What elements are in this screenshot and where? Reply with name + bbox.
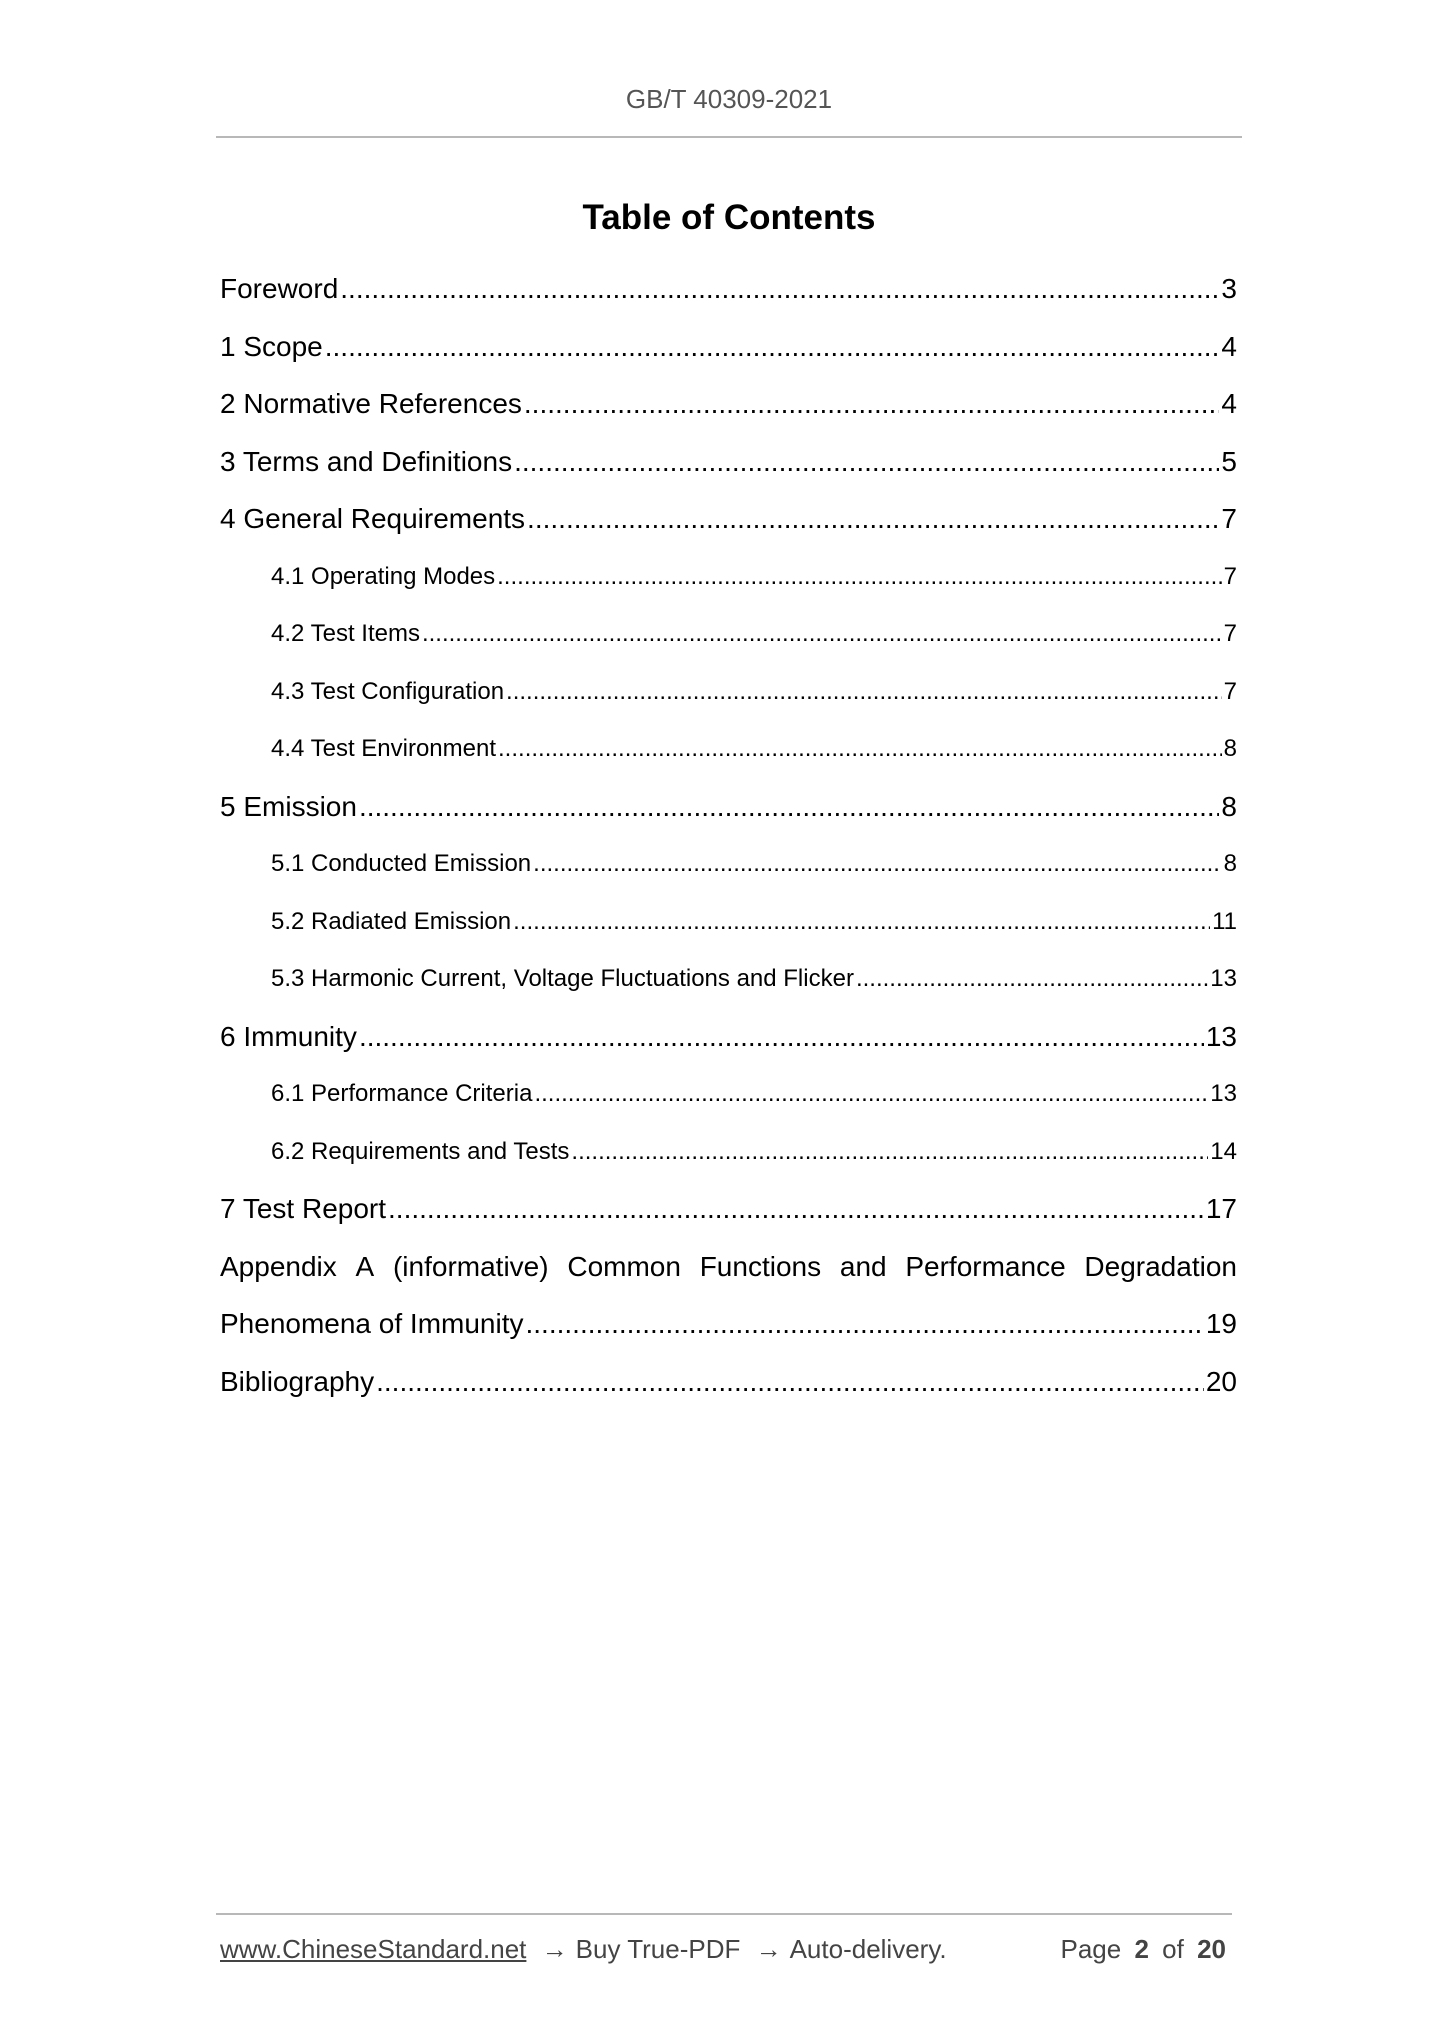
toc-entry[interactable] <box>220 375 1237 433</box>
page-footer <box>220 1934 1232 1965</box>
buy-text: Buy True-PDF <box>575 1934 741 1964</box>
appendix-word: Appendix <box>220 1250 337 1282</box>
toc-entry-page-number: 8 <box>1223 735 1237 762</box>
toc-entry-label: 4.4 Test Environment <box>271 735 497 762</box>
toc-entry-label: Phenomena of Immunity <box>220 1308 524 1339</box>
toc-entry[interactable] <box>220 433 1237 491</box>
toc-entry-appendix-a-line1[interactable] <box>220 1238 1237 1296</box>
toc-entry-page-number: 14 <box>1210 1137 1237 1165</box>
toc-entry-bibliography[interactable] <box>220 1353 1237 1411</box>
document-code: GB/T 40309-2021 <box>625 84 833 114</box>
toc-entry-page-number: 7 <box>1223 677 1237 705</box>
toc-entry-page-number: 13 <box>1210 1080 1237 1107</box>
toc-entry-page-number: 19 <box>1205 1308 1237 1339</box>
toc-entry[interactable] <box>220 835 1237 893</box>
page-indicator <box>1060 1934 1232 1965</box>
toc-entry-page-number: 3 <box>1221 273 1237 304</box>
delivery-text: Auto-delivery. <box>789 1934 947 1964</box>
toc-entry[interactable] <box>220 548 1237 606</box>
toc-entry[interactable] <box>220 950 1237 1008</box>
toc-entry-label: 1 Scope <box>220 330 323 362</box>
dot-leader <box>359 778 1219 836</box>
appendix-word: Performance <box>905 1250 1066 1282</box>
dot-leader <box>497 548 1222 606</box>
toc-entry-label: 3 Terms and Definitions <box>220 445 513 477</box>
toc-entry[interactable] <box>220 1123 1237 1181</box>
toc-entry-page-number: 8 <box>1223 850 1237 877</box>
toc-entry-page-number: 7 <box>1221 503 1237 534</box>
toc-entry-appendix-a[interactable] <box>220 1295 1237 1353</box>
table-of-contents <box>220 260 1237 1410</box>
toc-entry-page-number: 7 <box>1223 620 1237 647</box>
toc-entry-label: 4.2 Test Items <box>271 620 420 647</box>
toc-entry[interactable] <box>220 1180 1237 1238</box>
toc-entry-label: 5.3 Harmonic Current, Voltage Fluctuations and Flicker <box>271 965 854 992</box>
toc-entry[interactable] <box>220 605 1237 663</box>
toc-entry-label: 7 Test Report <box>220 1193 387 1224</box>
document-header <box>216 84 1242 115</box>
page-title: Table of Contents <box>582 198 876 237</box>
website-link[interactable]: www.ChineseStandard.net <box>220 1934 527 1964</box>
toc-entry-label: 5.2 Radiated Emission <box>271 907 512 935</box>
toc-entry-page-number: 13 <box>1205 1020 1237 1052</box>
dot-leader <box>527 490 1219 548</box>
toc-entry-page-number: 11 <box>1212 907 1237 935</box>
appendix-word: A <box>355 1250 375 1282</box>
appendix-word: and <box>839 1250 887 1282</box>
toc-entry[interactable] <box>220 893 1237 951</box>
toc-entry[interactable] <box>220 490 1237 548</box>
appendix-word: Functions <box>699 1250 822 1282</box>
appendix-word: Degradation <box>1084 1250 1237 1282</box>
dot-leader <box>506 663 1222 721</box>
toc-entry-label: 4.3 Test Configuration <box>271 677 505 705</box>
toc-entry[interactable] <box>220 1065 1237 1123</box>
dot-leader <box>376 1353 1204 1411</box>
dot-leader <box>514 433 1219 491</box>
of-word: of <box>1162 1934 1184 1964</box>
toc-entry-page-number: 8 <box>1221 790 1237 822</box>
appendix-word: Common <box>567 1250 681 1282</box>
toc-entry-label: Foreword <box>220 273 339 304</box>
dot-leader <box>422 605 1222 663</box>
dot-leader <box>534 1065 1208 1123</box>
toc-entry-page-number: 4 <box>1221 330 1237 362</box>
dot-leader <box>533 835 1221 893</box>
toc-entry[interactable] <box>220 663 1237 721</box>
arrow-right-icon: → <box>755 1934 782 1964</box>
dot-leader <box>571 1123 1208 1181</box>
footer-promo <box>220 1934 947 1965</box>
page-word: Page <box>1060 1934 1122 1964</box>
toc-entry-label: 6 Immunity <box>220 1020 357 1052</box>
current-page-number: 2 <box>1134 1934 1149 1964</box>
dot-leader <box>498 720 1222 778</box>
toc-entry[interactable] <box>220 1008 1237 1066</box>
toc-entry[interactable] <box>220 318 1237 376</box>
header-divider <box>216 136 1242 138</box>
dot-leader <box>340 260 1219 318</box>
footer-divider <box>216 1913 1232 1915</box>
toc-entry-page-number: 20 <box>1205 1365 1237 1397</box>
total-page-count: 20 <box>1197 1934 1226 1964</box>
dot-leader <box>513 893 1210 951</box>
toc-entry-page-number: 17 <box>1205 1193 1237 1224</box>
toc-entry-page-number: 7 <box>1223 562 1237 590</box>
toc-entry-label: Bibliography <box>220 1365 375 1397</box>
toc-entry-page-number: 5 <box>1221 445 1237 477</box>
toc-entry-label: 5 Emission <box>220 790 357 822</box>
toc-entry-label: 4 General Requirements <box>220 503 526 534</box>
dot-leader <box>524 375 1220 433</box>
dot-leader <box>856 950 1208 1008</box>
toc-entry[interactable] <box>220 778 1237 836</box>
toc-entry[interactable] <box>220 260 1237 318</box>
toc-entry-page-number: 4 <box>1221 388 1237 419</box>
toc-entry-label: 4.1 Operating Modes <box>271 562 496 590</box>
toc-entry-label: 6.2 Requirements and Tests <box>271 1137 570 1165</box>
dot-leader <box>325 318 1220 376</box>
toc-entry-label: 6.1 Performance Criteria <box>271 1080 533 1107</box>
dot-leader <box>388 1180 1204 1238</box>
arrow-right-icon: → <box>541 1934 568 1964</box>
dot-leader <box>526 1295 1204 1353</box>
toc-entry-label: 5.1 Conducted Emission <box>271 850 532 877</box>
appendix-word: (informative) <box>392 1250 549 1282</box>
toc-entry-page-number: 13 <box>1210 965 1237 992</box>
toc-entry[interactable] <box>220 720 1237 778</box>
dot-leader <box>359 1008 1204 1066</box>
toc-entry-label: 2 Normative References <box>220 388 522 419</box>
